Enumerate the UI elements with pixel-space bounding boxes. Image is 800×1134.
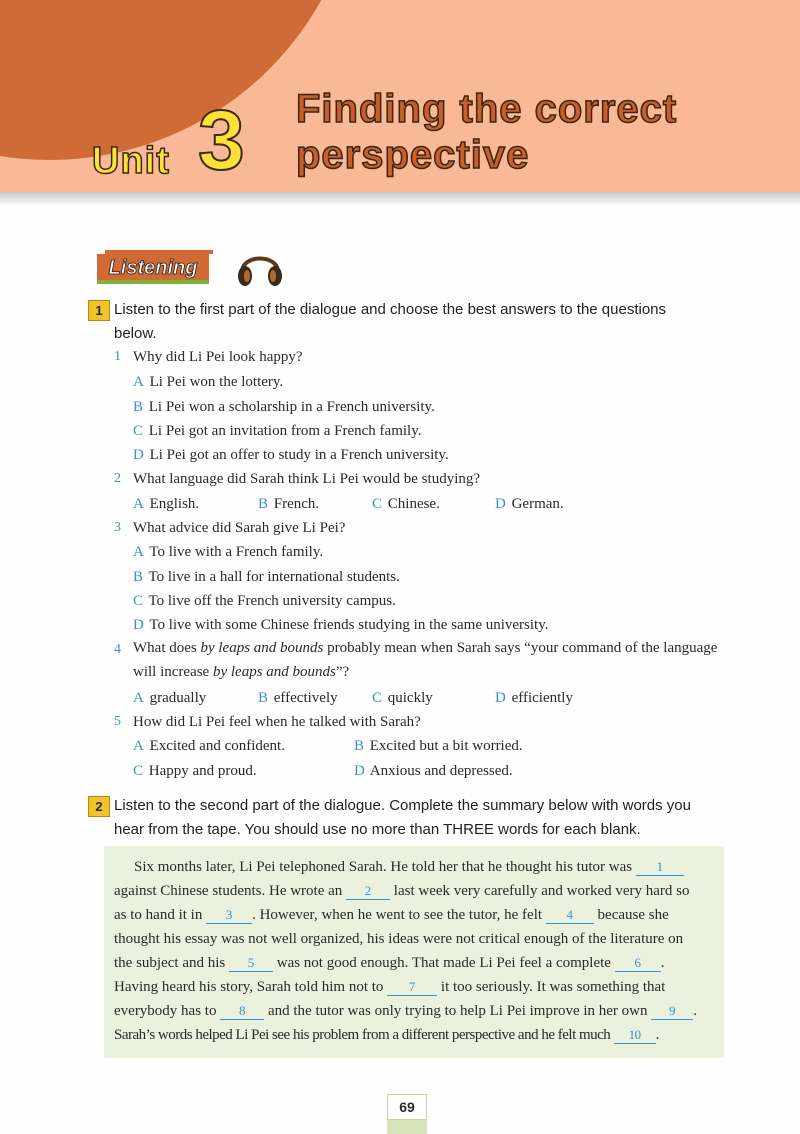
unit-title-line2: perspective	[296, 133, 530, 177]
section-label: Listening	[108, 257, 198, 279]
q5-option-b: B Excited but a bit worried.	[354, 738, 523, 754]
summary-line-5: the subject and his 5 was not good enough. That made Li Pei feel a complete 6 .	[114, 955, 665, 971]
q5-option-a: A Excited and confident.	[133, 738, 285, 754]
exercise-1-number: 1	[88, 300, 110, 321]
summary-line-6: Having heard his story, Sarah told him not to 7 it too seriously. It was something that	[114, 979, 666, 995]
exercise-1-instruction: Listen to the first part of the dialogue and choose the best answers to the questions below.	[114, 301, 667, 342]
unit-title-line1: Finding the correct	[296, 87, 678, 131]
q2-option-c: C Chinese.	[372, 496, 440, 512]
q3-option-c: C To live off the French university campus.	[133, 593, 396, 609]
q4-option-a: A gradually	[133, 690, 207, 706]
question-4-number: 4	[114, 642, 121, 657]
q5-option-d: D Anxious and depressed.	[354, 763, 513, 779]
q2-option-b: B French.	[258, 496, 320, 512]
headphones-icon	[234, 246, 286, 293]
q1-option-c: C Li Pei got an invitation from a French family.	[133, 423, 422, 439]
unit-banner	[0, 0, 800, 192]
summary-line-4: thought his essay was not well organized, his ideas were not critical enough of the literature on	[114, 931, 684, 947]
blank-4[interactable]: 4	[546, 907, 594, 924]
q4-option-b: B effectively	[258, 690, 338, 706]
summary-line-2: against Chinese students. He wrote an 2 last week very carefully and worked very hard so	[114, 883, 690, 899]
blank-1[interactable]: 1	[636, 859, 684, 876]
exercise-2-instruction: Listen to the second part of the dialogue. Complete the summary below with words you hear from the tape. You should use no more than THREE words for each blank.	[114, 797, 691, 838]
q3-option-d: D To live with some Chinese friends studying in the same university.	[133, 617, 549, 633]
summary-line-8: Sarah’s words helped Li Pei see his problem from a different perspective and he felt much 10 .	[114, 1027, 659, 1043]
q1-option-d: D Li Pei got an offer to study in a French university.	[133, 447, 449, 463]
blank-3[interactable]: 3	[206, 907, 252, 924]
question-4: What does by leaps and bounds probably mean when Sarah says “your command of the language will increase by leaps and bounds”?	[133, 640, 718, 680]
q2-option-d: D German.	[495, 496, 564, 512]
summary-line-3: as to hand it in 3 . However, when he went to see the tutor, he felt 4 because she	[114, 907, 669, 923]
q3-option-a: A To live with a French family.	[133, 544, 324, 560]
q1-option-a: A Li Pei won the lottery.	[133, 374, 284, 390]
blank-8[interactable]: 8	[220, 1003, 264, 1020]
q2-option-a: A English.	[133, 496, 200, 512]
q3-option-b: B To live in a hall for international students.	[133, 569, 400, 585]
blank-10[interactable]: 10	[614, 1027, 656, 1044]
page-number: 69	[387, 1094, 427, 1120]
blank-2[interactable]: 2	[346, 883, 390, 900]
blank-6[interactable]: 6	[615, 955, 661, 972]
unit-number: 3	[198, 93, 245, 187]
summary-line-7: everybody has to 8 and the tutor was only trying to help Li Pei improve in her own 9 .	[114, 1003, 698, 1019]
section-tag	[97, 250, 213, 284]
exercise-2-number: 2	[88, 796, 110, 817]
summary-line-1: Six months later, Li Pei telephoned Sarah. He told her that he thought his tutor was 1	[134, 857, 684, 877]
banner-shadow	[0, 192, 800, 206]
blank-9[interactable]: 9	[651, 1003, 693, 1020]
q5-option-c: C Happy and proud.	[133, 763, 257, 779]
q1-option-b: B Li Pei won a scholarship in a French university.	[133, 399, 435, 415]
unit-title	[296, 86, 677, 178]
blank-7[interactable]: 7	[387, 979, 437, 996]
q4-option-c: C quickly	[372, 690, 433, 706]
blank-5[interactable]: 5	[229, 955, 273, 972]
q4-option-d: D efficiently	[495, 690, 573, 706]
unit-word: Unit	[92, 140, 170, 182]
